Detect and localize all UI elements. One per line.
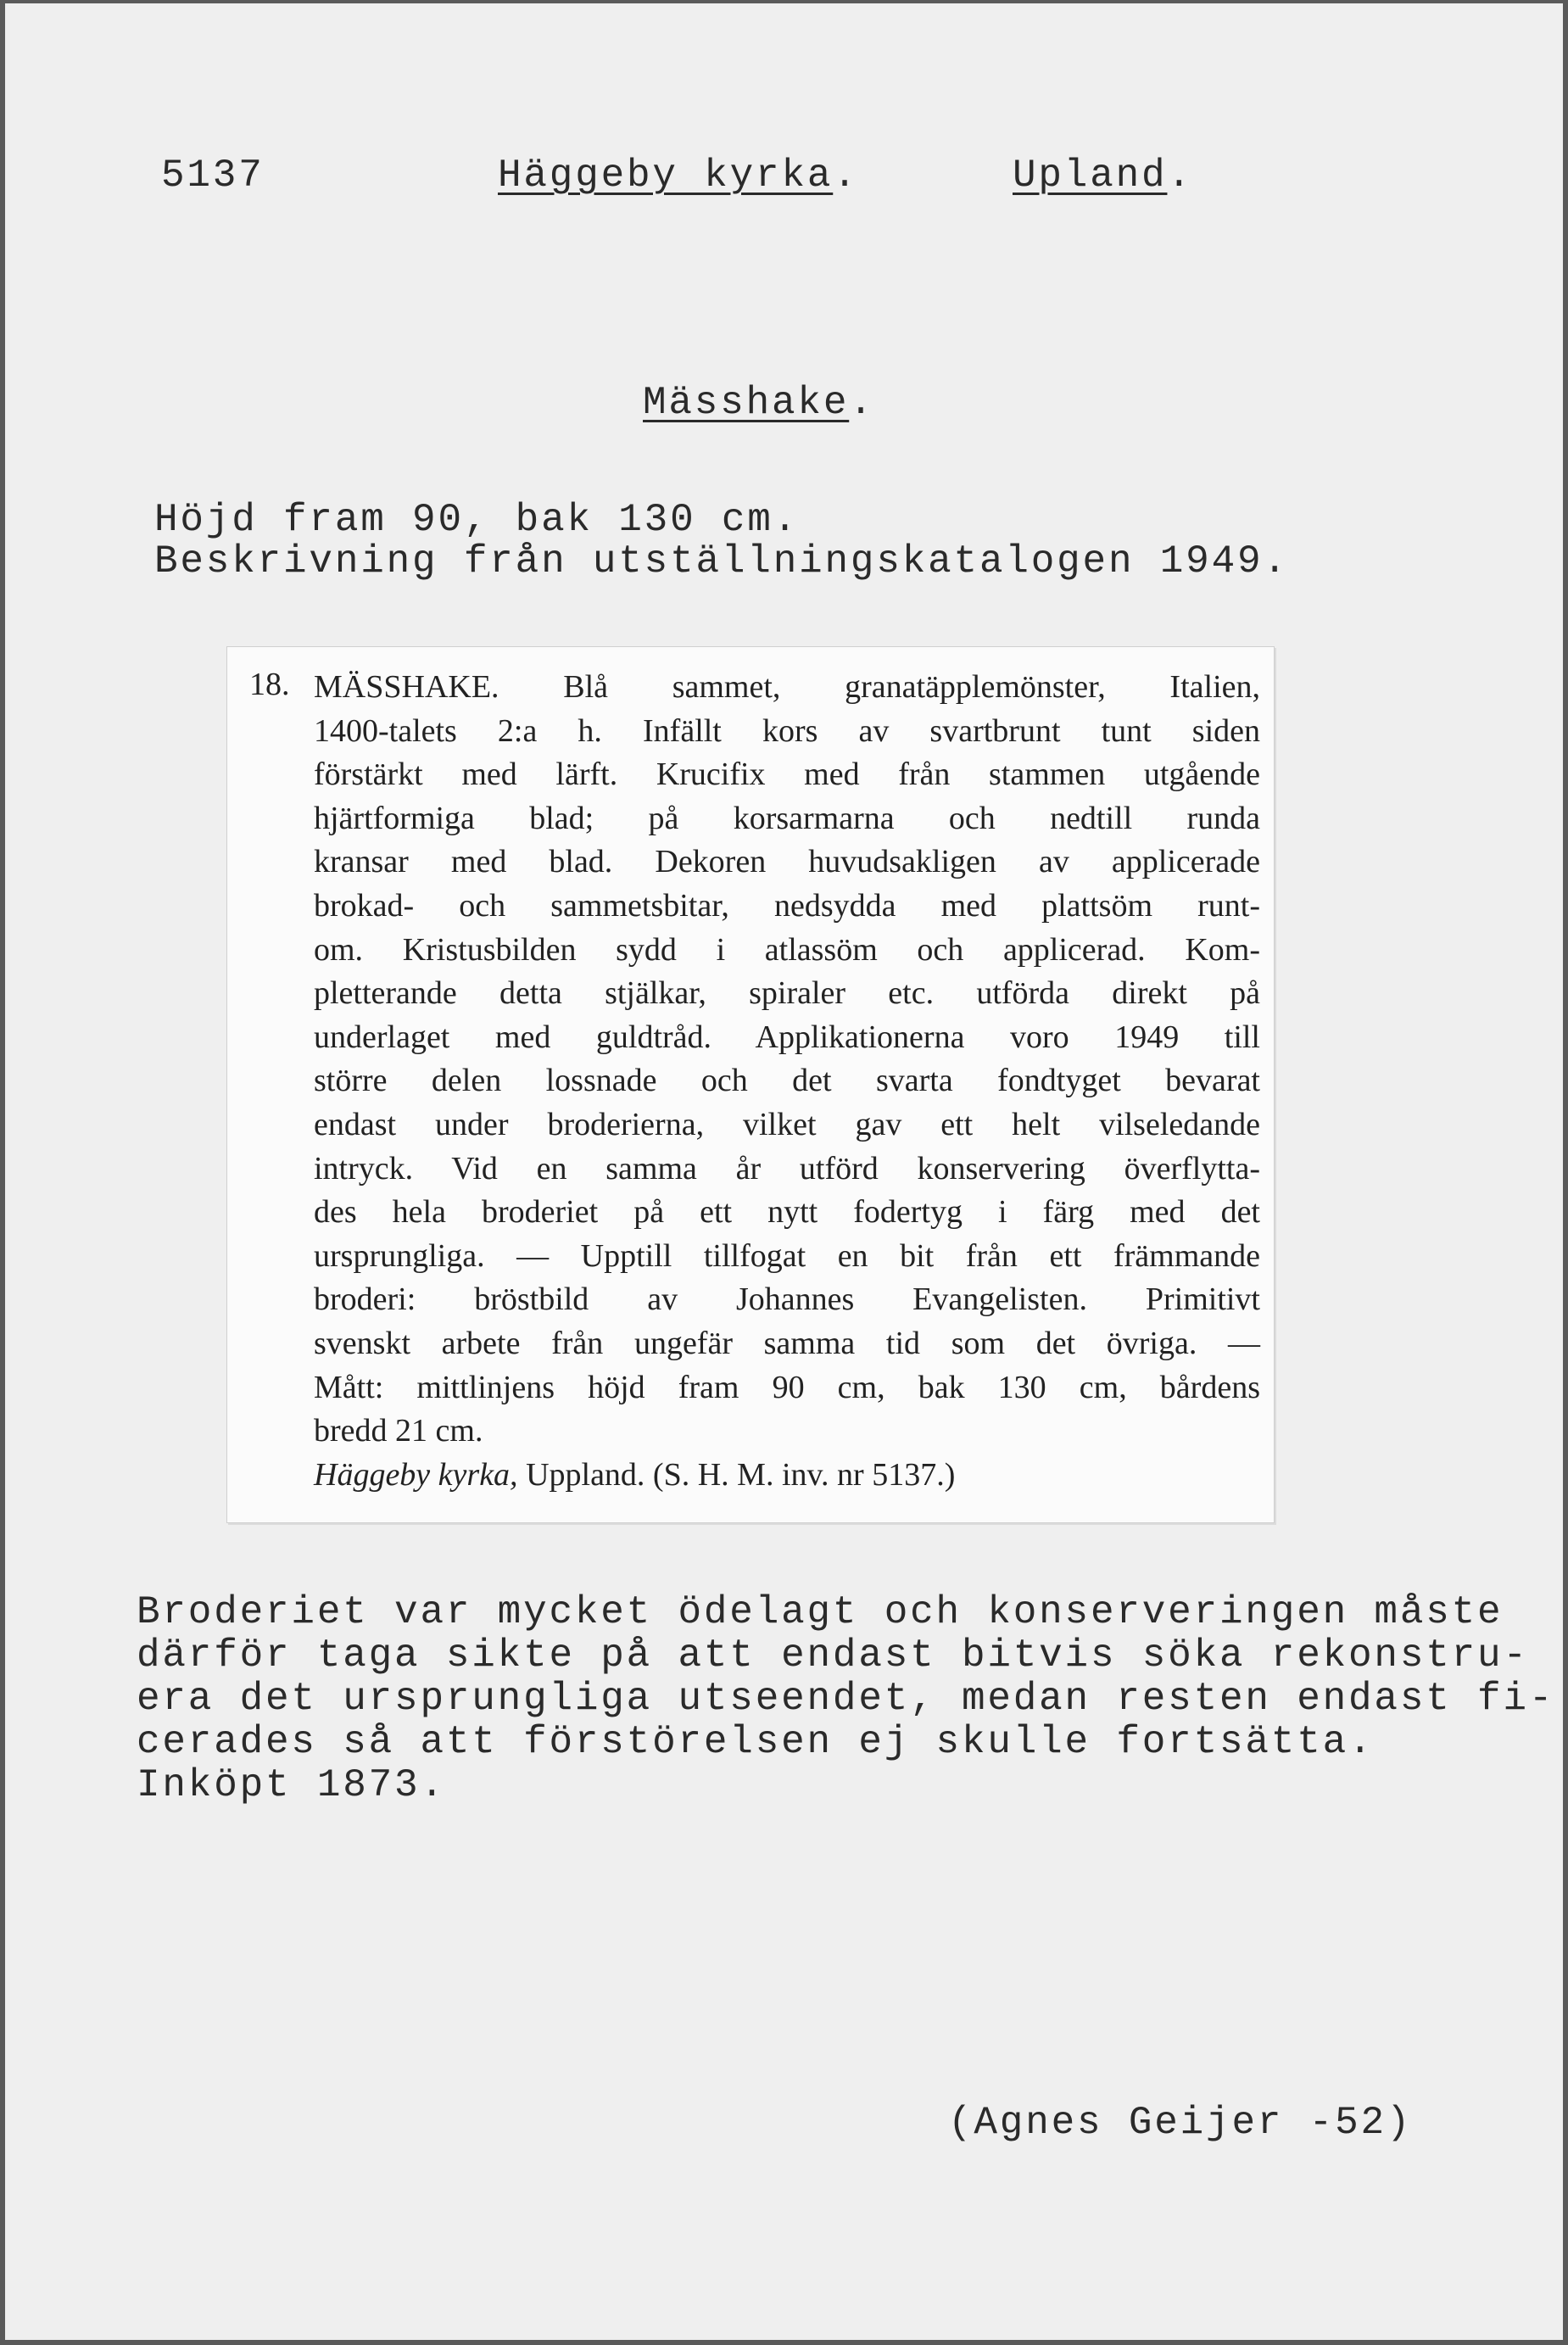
catalogue-clipping (226, 646, 1275, 1523)
catalogue-line: hjärtformiga blad; på korsarmarna och nedtill runda (314, 800, 1260, 836)
paragraph-line: därför taga sikte på att endast bitvis söka rekonstru- (137, 1633, 1529, 1678)
catalogue-line: brokad- och sammetsbitar, nedsydda med plattsöm runt- (314, 887, 1260, 924)
catalogue-line: svenskt arbete från ungefär samma tid som det övriga. — (314, 1325, 1260, 1361)
catalogue-line: kransar med blad. Dekoren huvudsakligen av applicerade (314, 844, 1260, 880)
source-reference: Uppland. (S. H. M. inv. nr 5137.) (517, 1456, 956, 1493)
catalogue-line: MÄSSHAKE. Blå sammet, granatäpplemönster, Italien, (314, 669, 1260, 705)
intro-line-1: Höjd fram 90, bak 130 cm. (154, 498, 800, 542)
archive-card (5, 3, 1563, 2340)
catalogue-line: Mått: mittlinjens höjd fram 90 cm, bak 130 cm, bårdens (314, 1369, 1260, 1405)
catalogue-line: pletterande detta stjälkar, spiraler etc. utförda direkt på (314, 975, 1260, 1012)
catalogue-line: underlaget med guldtråd. Applikationerna voro 1949 till (314, 1019, 1260, 1055)
province-heading: Upland. (1013, 154, 1193, 198)
paragraph-line: era det ursprungliga utseendet, medan resten endast fi- (137, 1677, 1555, 1721)
object-title: Mässhake. (643, 381, 875, 425)
source-place: Häggeby kyrka, (314, 1456, 518, 1493)
catalogue-text (314, 666, 1260, 1497)
church-name: Häggeby kyrka (498, 154, 834, 198)
author-signature: (Agnes Geijer -52) (948, 2101, 1413, 2145)
catalogue-line: förstärkt med lärft. Krucifix med från stammen utgående (314, 757, 1260, 793)
catalogue-line: ursprungliga. — Upptill tillfogat en bit från ett främmande (314, 1237, 1260, 1274)
conservation-paragraph (137, 1591, 1554, 1807)
catalogue-line: större delen lossnade och det svarta fondtyget bevarat (314, 1063, 1260, 1099)
catalogue-line: intryck. Vid en samma år utförd konservering överflytta- (314, 1150, 1260, 1186)
paragraph-line: cerades så att förstörelsen ej skulle fortsätta. (137, 1720, 1375, 1764)
church-heading: Häggeby kyrka. (498, 154, 859, 198)
catalogue-line: 1400-talets 2:a h. Infällt kors av svartbrunt tunt siden (314, 712, 1260, 749)
catalogue-entry-number: 18. (249, 667, 290, 702)
catalogue-line: om. Kristusbilden sydd i atlassöm och applicerad. Kom- (314, 931, 1260, 968)
catalogue-source (314, 1454, 1260, 1498)
paragraph-line: Inköpt 1873. (137, 1763, 446, 1807)
paragraph-line: Broderiet var mycket ödelagt och konserveringen måste (137, 1590, 1504, 1634)
intro-line-2: Beskrivning från utställningskatalogen 1949. (154, 539, 1289, 583)
object-title-text: Mässhake (643, 381, 850, 425)
catalogue-line: broderi: bröstbild av Johannes Evangelisten. Primitivt (314, 1281, 1260, 1318)
catalogue-line: des hela broderiet på ett nytt fodertyg i färg med det (314, 1194, 1260, 1231)
catalogue-line: bredd 21 cm. (314, 1413, 483, 1449)
province-name: Upland (1013, 154, 1168, 198)
catalogue-line: endast under broderierna, vilket gav ett helt vilseledande (314, 1106, 1260, 1142)
inventory-number: 5137 (161, 154, 265, 198)
